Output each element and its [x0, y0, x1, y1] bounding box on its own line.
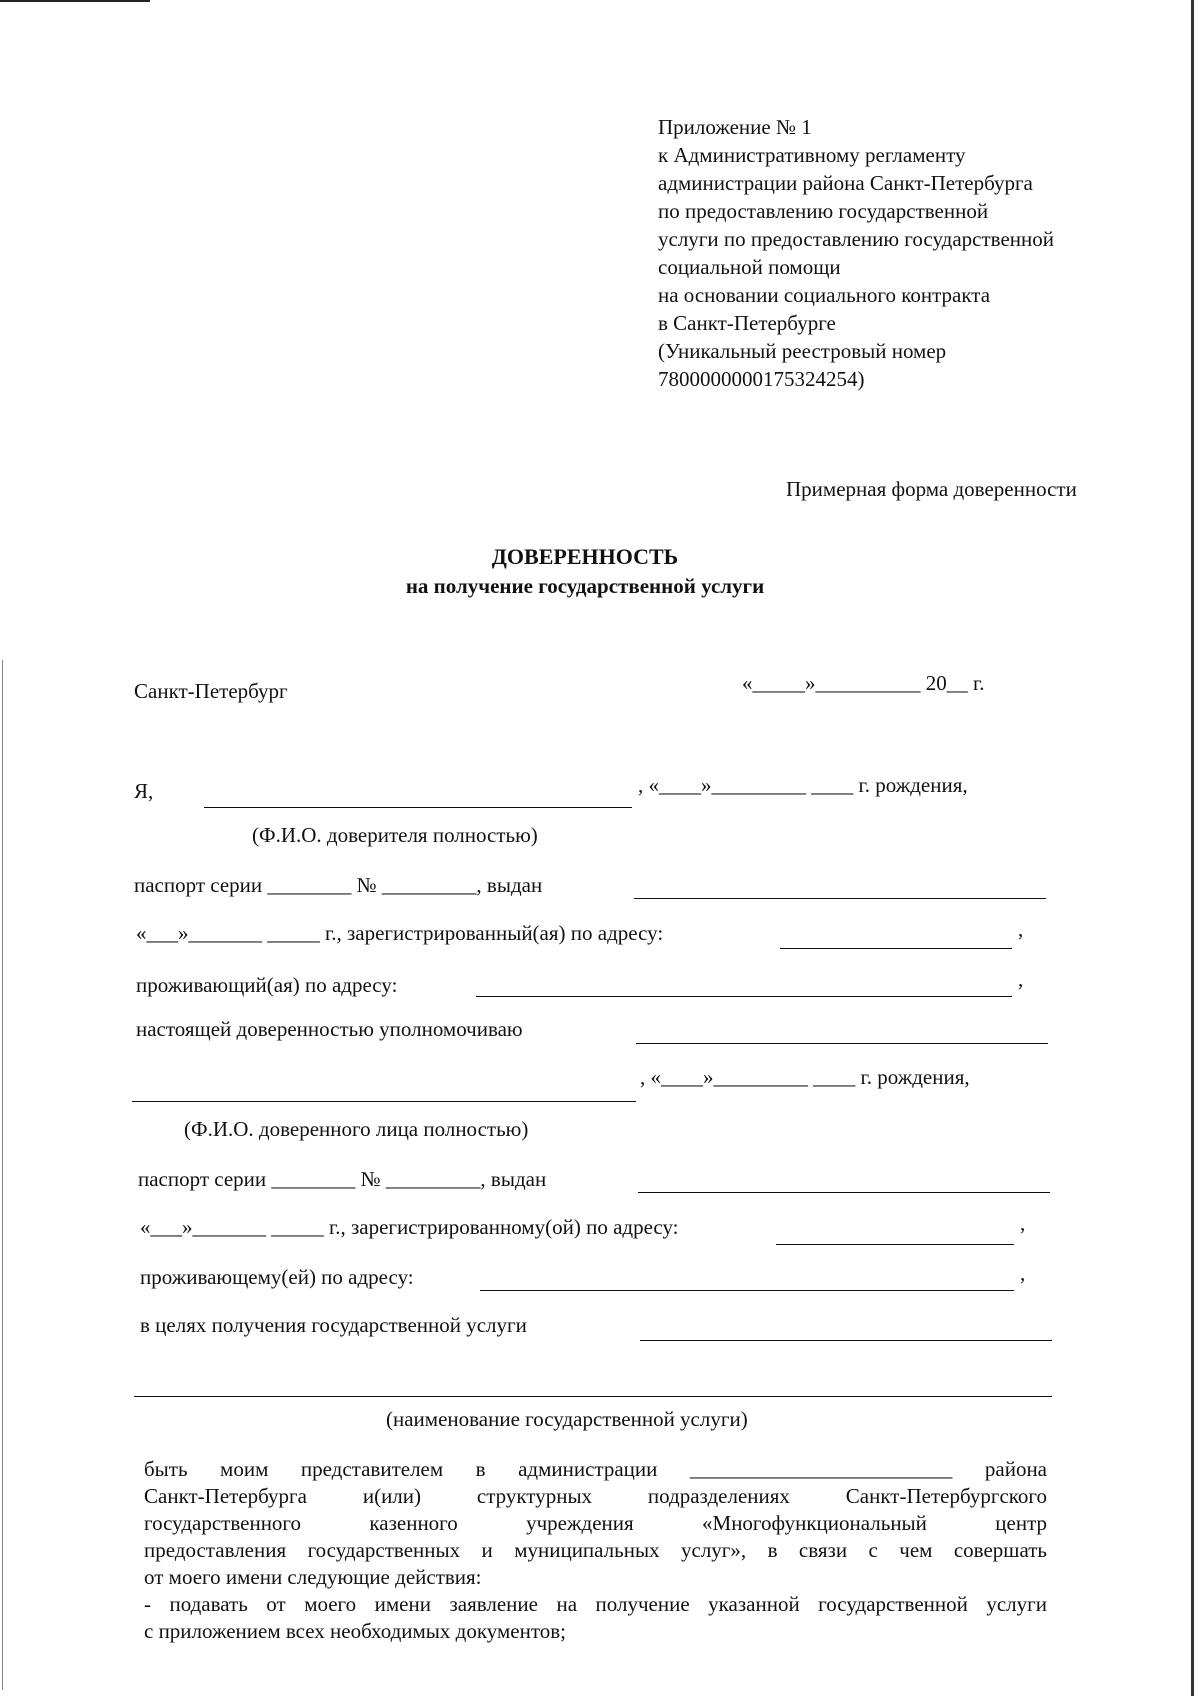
appendix-line: по предоставлению государственной: [658, 199, 989, 223]
service-name-full-line: [134, 1396, 1052, 1397]
body-paragraph-1: [144, 1456, 1047, 1645]
principal-residing-line: [476, 996, 1012, 997]
principal-ya: Я,: [134, 779, 154, 803]
appendix-block: [658, 113, 1138, 393]
principal-passport: паспорт серии ________ № _________, выдан: [134, 873, 543, 897]
agent-birth: , «____»_________ ____ г. рождения,: [640, 1065, 970, 1089]
agent-residing-line: [480, 1290, 1014, 1291]
comma: ,: [1018, 917, 1024, 941]
principal-registered: «___»_______ _____ г., зарегистрированный(ая) по адресу:: [136, 921, 664, 945]
appendix-line: Приложение № 1: [658, 115, 812, 139]
principal-empower: настоящей доверенностью уполномочиваю: [136, 1017, 523, 1041]
comma: ,: [1018, 967, 1024, 991]
agent-registered: «___»_______ _____ г., зарегистрированному(ой) по адресу:: [140, 1215, 679, 1239]
agent-fio-caption: (Ф.И.О. доверенного лица полностью): [184, 1117, 529, 1141]
principal-issued-line: [634, 898, 1046, 899]
appendix-line: на основании социального контракта: [658, 283, 991, 307]
appendix-line: 7800000000175324254): [658, 367, 865, 391]
scan-edge-right: [1191, 0, 1194, 1696]
body-line: Санкт-Петербурга и(или) структурных подразделениях Санкт-Петербургского: [144, 1484, 1047, 1508]
body-line: - подавать от моего имени заявление на получение указанной государственной услуги: [144, 1592, 1047, 1616]
agent-fio-line: [132, 1101, 636, 1102]
date-line: «_____»__________ 20__ г.: [742, 671, 985, 695]
comma: ,: [1020, 1261, 1026, 1285]
agent-purpose: в целях получения государственной услуги: [140, 1313, 527, 1337]
agent-registered-line: [776, 1244, 1014, 1245]
document-title: ДОВЕРЕННОСТЬ: [491, 544, 679, 569]
scan-edge-left: [2, 660, 3, 1690]
principal-registered-line: [780, 948, 1012, 949]
city: Санкт-Петербург: [134, 679, 288, 703]
service-name-line: [640, 1340, 1052, 1341]
agent-issued-line: [638, 1192, 1050, 1193]
agent-passport: паспорт серии ________ № _________, выдан: [138, 1167, 547, 1191]
appendix-line: услуги по предоставлению государственной: [658, 227, 1054, 251]
service-caption: (наименование государственной услуги): [386, 1407, 748, 1431]
scan-edge-top: [0, 0, 150, 2]
principal-fio-line: [204, 807, 632, 808]
agent-name-line: [636, 1043, 1048, 1044]
comma: ,: [1020, 1211, 1026, 1235]
principal-birth: , «____»_________ ____ г. рождения,: [638, 773, 968, 797]
appendix-line: (Уникальный реестровый номер: [658, 339, 947, 363]
appendix-line: к Административному регламенту: [658, 143, 966, 167]
document-subtitle: на получение государственной услуги: [405, 574, 765, 598]
body-line: государственного казенного учреждения «Многофункциональный центр: [144, 1511, 1047, 1535]
body-line: с приложением всех необходимых документов;: [144, 1619, 566, 1643]
form-label: Примерная форма доверенности: [786, 477, 1077, 501]
principal-residing: проживающий(ая) по адресу:: [136, 973, 398, 997]
agent-residing: проживающему(ей) по адресу:: [140, 1265, 414, 1289]
body-line: от моего имени следующие действия:: [144, 1565, 482, 1589]
body-line: предоставления государственных и муниципальных услуг», в связи с чем совершать: [144, 1538, 1047, 1562]
appendix-line: в Санкт-Петербурге: [658, 311, 836, 335]
appendix-line: администрации района Санкт-Петербурга: [658, 171, 1033, 195]
body-line: быть моим представителем в администрации _________________________ района: [144, 1457, 1047, 1481]
principal-fio-caption: (Ф.И.О. доверителя полностью): [252, 823, 538, 847]
appendix-line: социальной помощи: [658, 255, 841, 279]
